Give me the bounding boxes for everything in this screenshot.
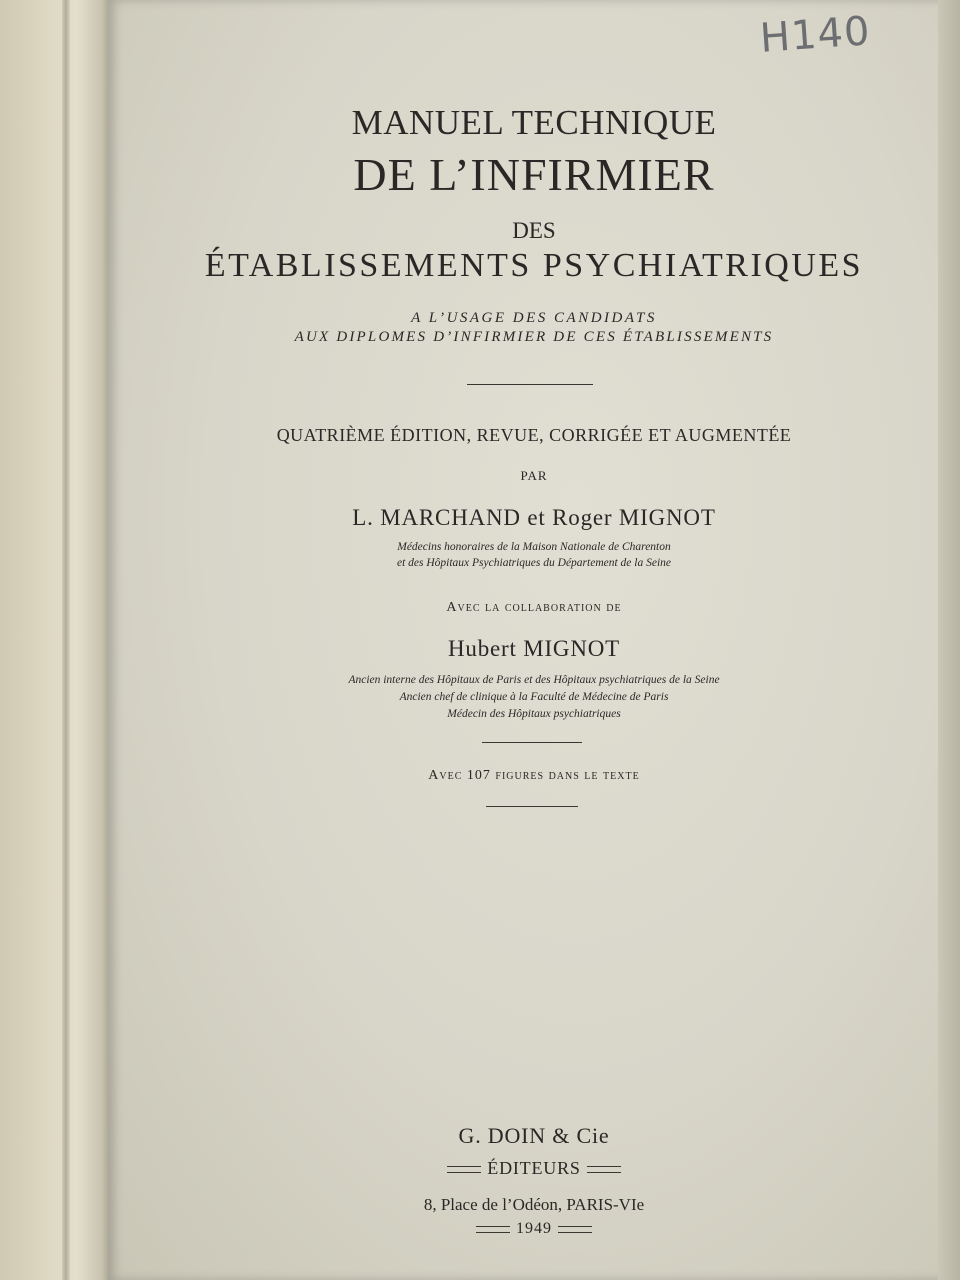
title-line-2: DE L’INFIRMIER bbox=[353, 149, 715, 200]
publisher-role-line bbox=[108, 1158, 960, 1179]
title-line-1: MANUEL TECHNIQUE bbox=[351, 103, 717, 142]
authors-affiliation-2: et des Hôpitaux Psychiatriques du Département de la Seine bbox=[396, 557, 672, 569]
title-line-3: DES bbox=[512, 218, 556, 243]
double-rule-left bbox=[447, 1166, 481, 1173]
divider-rule-3 bbox=[486, 806, 578, 807]
binding-gutter bbox=[0, 0, 110, 1280]
figures-note: Avec 107 figures dans le texte bbox=[428, 768, 640, 783]
divider-rule-1 bbox=[467, 384, 593, 385]
publication-year-line bbox=[108, 1220, 960, 1238]
collaborator-credential-1: Ancien interne des Hôpitaux de Paris et des Hôpitaux psychiatriques de la Seine bbox=[348, 674, 720, 686]
publisher-role: ÉDITEURS bbox=[487, 1158, 581, 1178]
title-line-4: ÉTABLISSEMENTS PSYCHIATRIQUES bbox=[204, 247, 864, 284]
double-rule-left bbox=[476, 1226, 510, 1233]
authors: L. MARCHAND et Roger MIGNOT bbox=[352, 505, 716, 530]
par-label: PAR bbox=[520, 468, 548, 483]
collaboration-label: Avec la collaboration de bbox=[446, 600, 622, 615]
collaborator-name: Hubert MIGNOT bbox=[447, 636, 620, 661]
publisher-address: 8, Place de l’Odéon, PARIS-VIe bbox=[423, 1195, 645, 1214]
publication-year: 1949 bbox=[516, 1220, 552, 1237]
double-rule-right bbox=[587, 1166, 621, 1173]
gutter-fold bbox=[62, 0, 70, 1280]
usage-line-1: A L’USAGE DES CANDIDATS bbox=[411, 310, 657, 326]
usage-line-2: AUX DIPLOMES D’INFIRMIER DE CES ÉTABLISSEMENTS bbox=[294, 329, 774, 345]
collaborator-credential-3: Médecin des Hôpitaux psychiatriques bbox=[447, 708, 621, 720]
handwritten-shelfmark: H140 bbox=[758, 8, 872, 62]
edition-statement: QUATRIÈME ÉDITION, REVUE, CORRIGÉE ET AUGMENTÉE bbox=[276, 425, 792, 445]
publisher-name: G. DOIN & Cie bbox=[458, 1123, 610, 1148]
collaborator-credential-2: Ancien chef de clinique à la Faculté de Médecine de Paris bbox=[399, 691, 669, 703]
authors-affiliation-1: Médecins honoraires de la Maison Nationale de Charenton bbox=[397, 541, 671, 553]
divider-rule-2 bbox=[482, 742, 582, 743]
double-rule-right bbox=[558, 1226, 592, 1233]
